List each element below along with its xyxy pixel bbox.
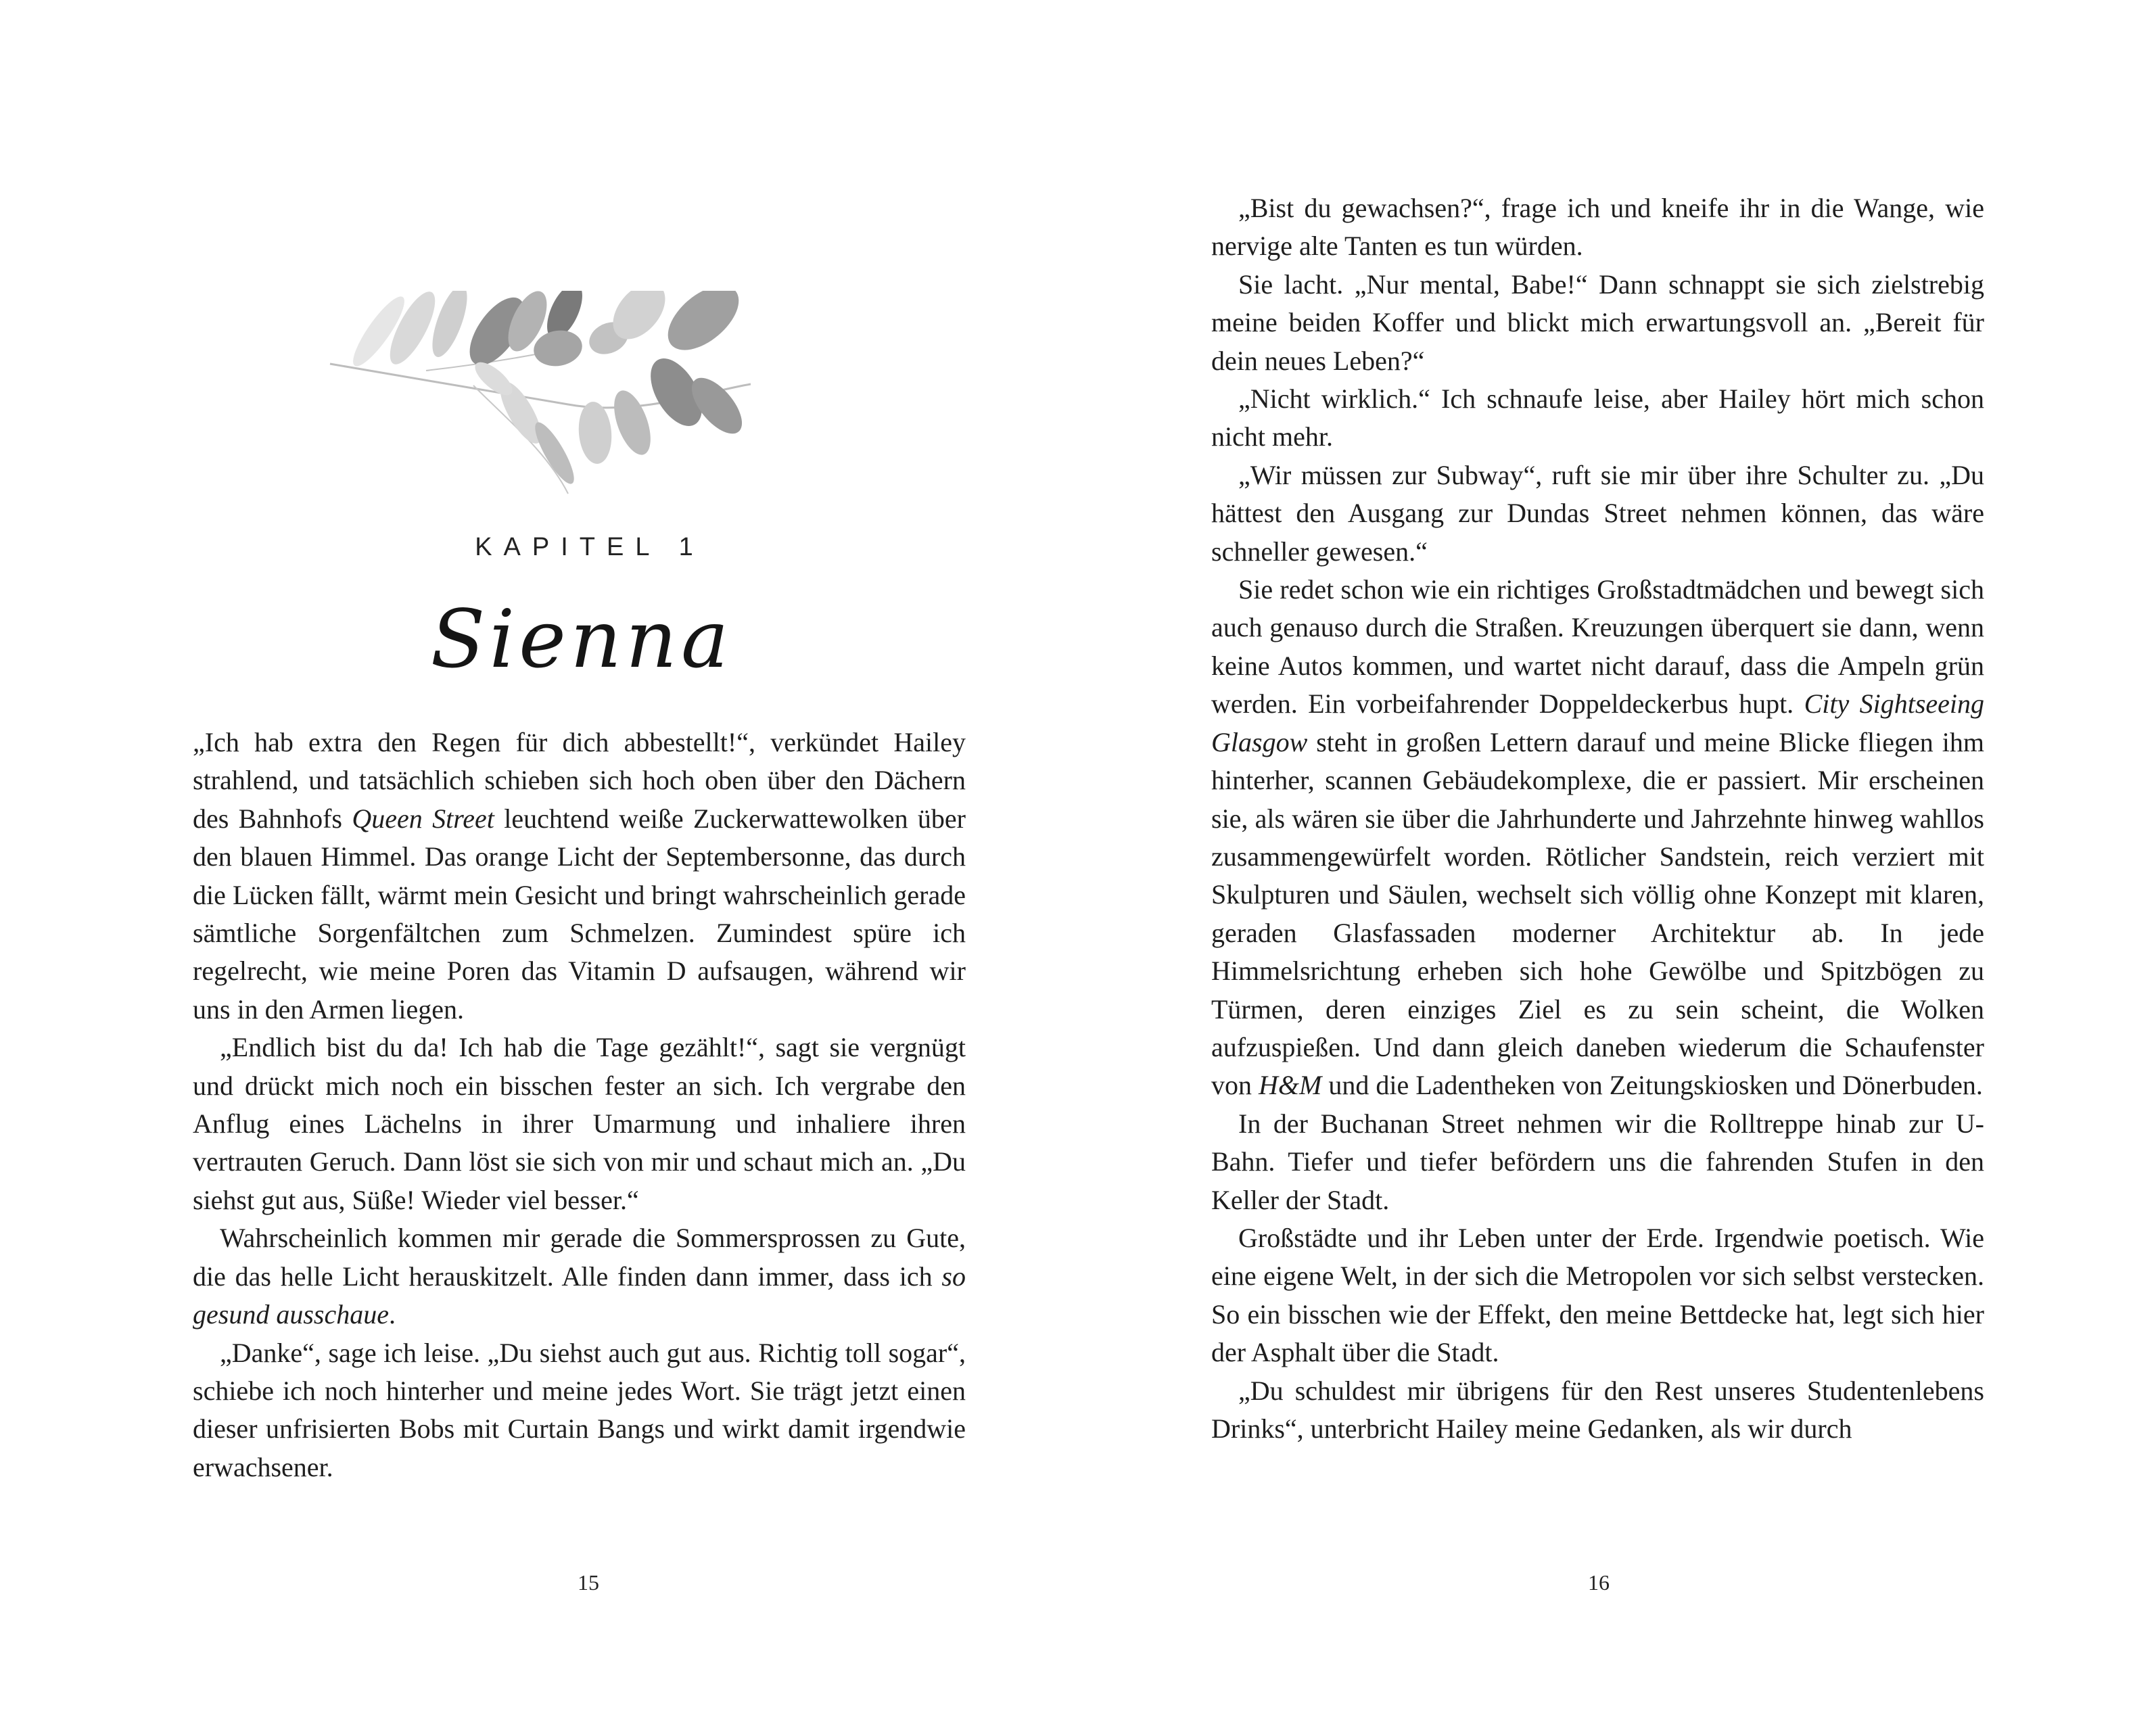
chapter-title-script: Sienna: [430, 592, 733, 686]
paragraph: [193, 1029, 966, 1219]
left-page-body: [193, 724, 966, 1486]
text-run: Wahrscheinlich kommen mir gerade die Sommersprossen zu Gute, die das helle Licht herauskitzelt. Alle finden dann immer, dass ich: [193, 1223, 966, 1292]
text-run: „Danke“, sage ich leise. „Du siehst auch gut aus. Richtig toll sogar“, schiebe ich noch hinterher und meine jedes Wort. Sie trägt jetzt einen dieser unfrisierten Bobs mit Curtain Bangs und wirkt damit irgendwie erwachsener.: [193, 1337, 966, 1482]
text-run: Sie redet schon wie ein richtiges Großstadtmädchen und bewegt sich auch genauso durch die Straßen. Kreuzungen überquert sie dann, wenn keine Autos kommen, und wartet nicht darauf, dass die Ampeln grün werden. Ein vorbeifahrender Doppeldeckerbus hupt.: [1211, 574, 1984, 720]
paragraph: [1211, 1105, 1984, 1219]
eucalyptus-branch-ornament: [325, 291, 757, 500]
paragraph: [193, 1334, 966, 1487]
page-number: 16: [1588, 1570, 1610, 1595]
leaf-branch-icon: [325, 291, 757, 500]
italic-text: H&M: [1259, 1070, 1322, 1101]
paragraph: [1211, 1372, 1984, 1449]
italic-text: Queen Street: [352, 803, 494, 834]
right-page: [1078, 0, 2156, 1717]
text-run: In der Buchanan Street nehmen wir die Rolltreppe hinab zur U-Bahn. Tiefer und tiefer befördern uns die fahrenden Stufen in den Keller der Stadt.: [1211, 1108, 1984, 1215]
right-page-body: [1211, 189, 1984, 1448]
paragraph: [1211, 380, 1984, 456]
text-run: „Ich hab extra den Regen für dich abbestellt!“, verkündet Hailey strahlend, und tatsächlich schieben sich hoch oben über den Dächern des Bahnhofs: [193, 727, 966, 834]
text-run: „Endlich bist du da! Ich hab die Tage gezählt!“, sagt sie vergnügt und drückt mich noch ein bisschen fester an sich. Ich vergrabe den Anflug eines Lächelns in ihrer Umarmung und inhaliere ihren vertrauten Geruch. Dann löst sie sich von mir und schaut mich an. „Du siehst gut aus, Süße! Wieder viel besser.“: [193, 1032, 966, 1215]
text-run: Großstädte und ihr Leben unter der Erde. Irgendwie poetisch. Wie eine eigene Welt, in der sich die Metropolen vor sich selbst verstecken. So ein bisschen wie der Effekt, den meine Bettdecke hat, legt sich hier der Asphalt über die Stadt.: [1211, 1222, 1984, 1368]
italic-text: City Sightseeing Glasgow: [1211, 688, 1985, 757]
paragraph: [193, 1219, 966, 1334]
paragraph: [1211, 189, 1984, 266]
paragraph: [1211, 1219, 1984, 1372]
paragraph: [1211, 571, 1984, 1105]
text-run: .: [388, 1299, 396, 1330]
chapter-label: KAPITEL 1: [475, 533, 705, 561]
paragraph: [1211, 266, 1984, 380]
text-run: „Nicht wirklich.“ Ich schnaufe leise, aber Hailey hört mich schon nicht mehr.: [1211, 383, 1984, 452]
text-run: leuchtend weiße Zuckerwattewolken über den blauen Himmel. Das orange Licht der Septembersonne, das durch die Lücken fällt, wärmt mein Gesicht und bringt wahrscheinlich gerade sämtliche Sorgenfältchen zum Schmelzen. Zumindest spüre ich regelrecht, wie meine Poren das Vitamin D aufsaugen, während wir uns in den Armen liegen.: [193, 803, 966, 1025]
text-run: „Bist du gewachsen?“, frage ich und kneife ihr in die Wange, wie nervige alte Tanten es tun würden.: [1211, 193, 1984, 262]
paragraph: [1211, 456, 1984, 571]
text-run: Sie lacht. „Nur mental, Babe!“ Dann schnappt sie sich zielstrebig meine beiden Koffer und blickt mich erwartungsvoll an. „Bereit für dein neues Leben?“: [1211, 268, 1984, 376]
italic-text: so gesund ausschaue: [193, 1261, 966, 1330]
text-run: steht in großen Lettern darauf und meine Blicke fliegen ihm hinterher, scannen Gebäudekomplexe, die er passiert. Mir erscheinen sie, als wären sie über die Jahrhunderte und Jahrzehnte hinweg wahllos zusammengewürfelt worden. Rötlicher Sandstein, reich verziert mit Skulpturen und Säulen, wechselt sich völlig ohne Konzept mit klaren, geraden Glasfassaden moderner Architektur ab. In jede Himmelsrichtung erheben sich hohe Gewölbe und Spitzbögen zu Türmen, deren einziges Ziel es zu sein scheint, die Wolken aufzuspießen. Und dann gleich daneben wiederum die Schaufenster von: [1211, 726, 1984, 1101]
text-run: „Wir müssen zur Subway“, ruft sie mir über ihre Schulter zu. „Du hättest den Ausgang zur Dundas Street nehmen können, das wäre schneller gewesen.“: [1211, 459, 1984, 567]
page-number: 15: [578, 1570, 599, 1595]
paragraph: [193, 724, 966, 1029]
text-run: „Du schuldest mir übrigens für den Rest unseres Studentenlebens Drinks“, unterbricht Hailey meine Gedanken, als wir durch: [1211, 1375, 1984, 1444]
text-run: und die Ladentheken von Zeitungskiosken und Dönerbuden.: [1321, 1070, 1983, 1101]
